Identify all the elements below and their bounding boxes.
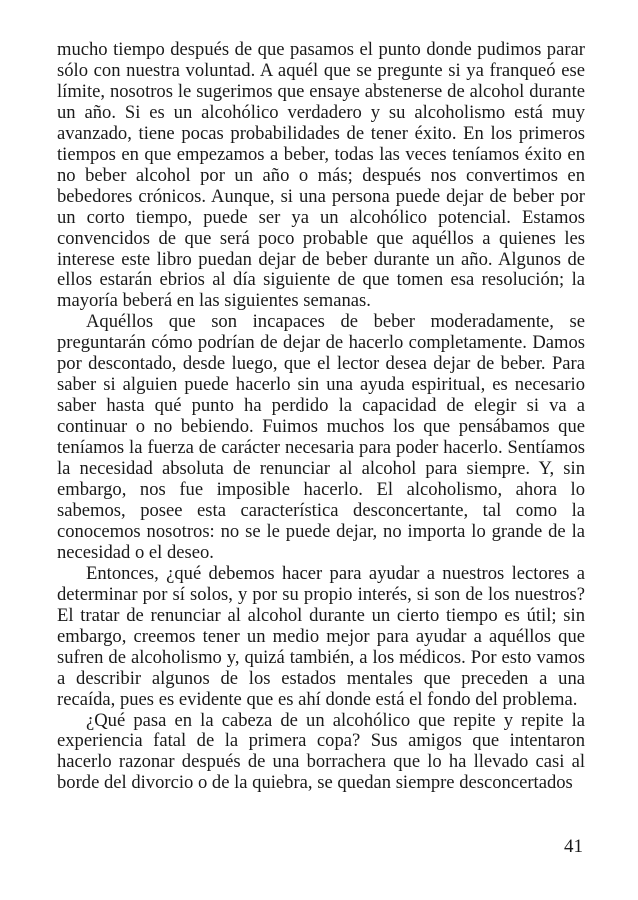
paragraph-4: ¿Qué pasa en la cabeza de un alcohólico que repite y repite la experiencia fatal de la primera copa? Sus amigos que intentaron hacerlo razonar después de una borrachera que lo ha llevado casi al borde del divorcio o de la quiebra, se quedan siempre desconcertados: [57, 709, 585, 794]
paragraph-3: Entonces, ¿qué debemos hacer para ayudar a nuestros lectores a determinar por sí solos, y por su propio interés, si son de los nuestros? El tratar de renunciar al alcohol durante un cierto tiempo es útil; sin embargo, creemos tener un medio mejor para ayudar a aquéllos que sufren de alcoholismo y, quizá también, a los médicos. Por esto vamos a describir algunos de los estados mentales que preceden a una recaída, pues es evidente que es ahí donde está el fondo del problema.: [57, 562, 585, 710]
paragraph-1: mucho tiempo después de que pasamos el punto donde pudimos parar sólo con nuestra voluntad. A aquél que se pregunte si ya franqueó ese límite, nosotros le sugerimos que ensaye abstenerse de alcohol durante un año. Si es un alcohólico verdadero y su alcoholismo está muy avanzado, tiene pocas probabilidades de tener éxito. En los primeros tiempos en que empezamos a beber, todas las veces teníamos éxito en no beber alcohol por un año o más; después nos convertimos en bebedores crónicos. Aunque, si una persona puede dejar de beber por un corto tiempo, puede ser ya un alcohólico potencial. Estamos convencidos de que será poco probable que aquéllos a quienes les interese este libro puedan dejar de beber durante un año. Algunos de ellos estarán ebrios al día siguiente de que tomen esa resolución; la mayoría beberá en las siguientes semanas.: [57, 39, 585, 312]
paragraph-2: Aquéllos que son incapaces de beber moderadamente, se preguntarán cómo podrían de dejar de hacerlo completamente. Damos por descontado, desde luego, que el lector desea dejar de beber. Para saber si alguien puede hacerlo sin una ayuda espiritual, es necesario saber hasta qué punto ha perdido la capacidad de elegir si va a continuar o no bebiendo. Fuimos muchos los que pensábamos que teníamos la fuerza de carácter necesaria para poder hacerlo. Sentíamos la necesidad absoluta de renunciar al alcohol para siempre. Y, sin embargo, nos fue imposible hacerlo. El alcoholismo, ahora lo sabemos, posee esta característica desconcertante, tal como la conocemos nosotros: no se le puede dejar, no importa lo grande de la necesidad o el deseo.: [57, 311, 585, 563]
body-text: [57, 40, 585, 794]
page-number: 41: [564, 836, 583, 857]
